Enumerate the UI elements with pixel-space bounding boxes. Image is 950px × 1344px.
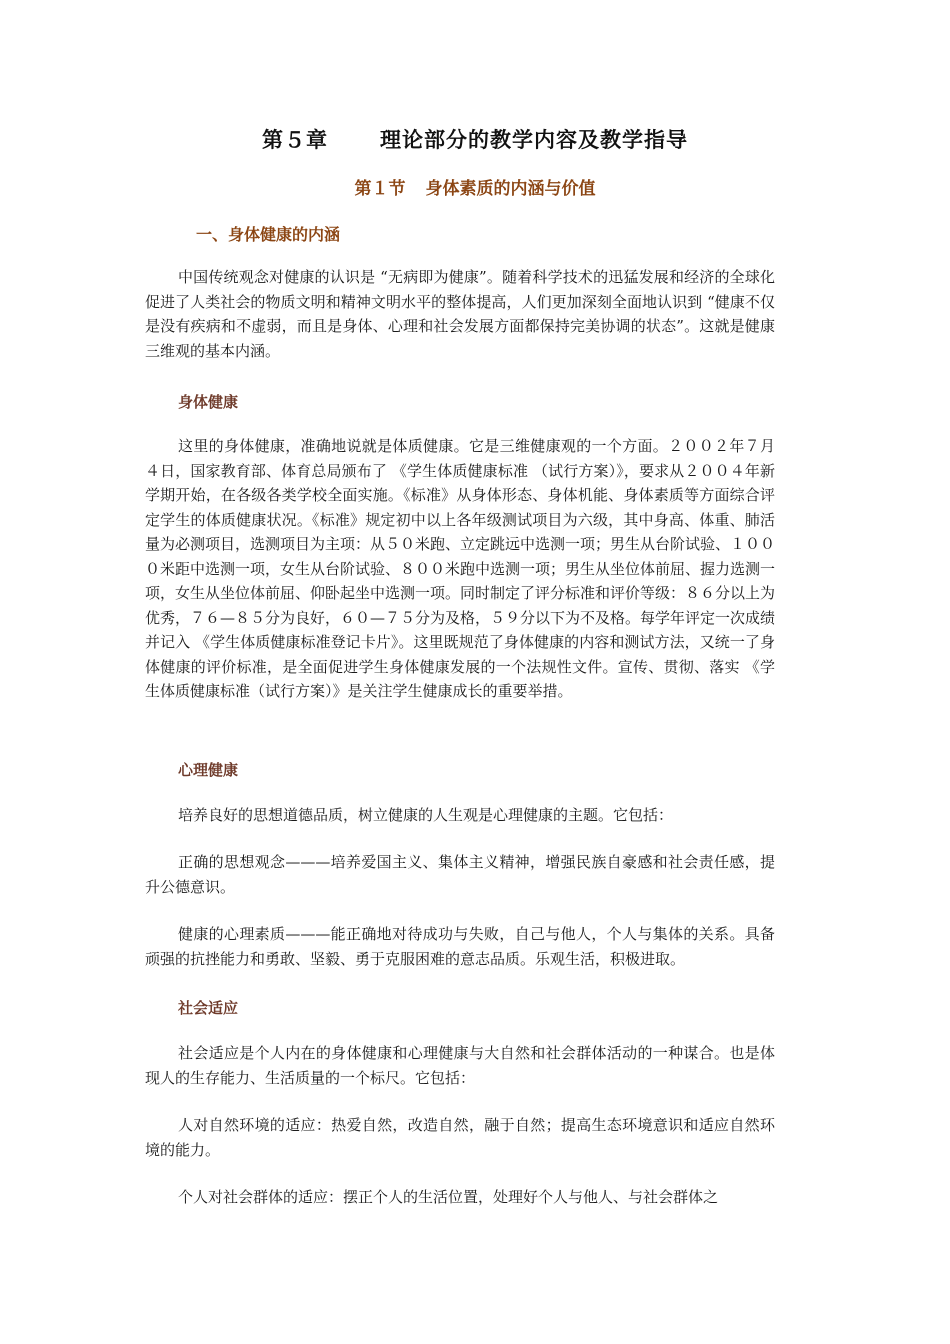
social-adaptation-item-1: 人对自然环境的适应：热爱自然，改造自然，融于自然；提高生态环境意识和适应自然环境的能力。 [145, 1116, 775, 1159]
subsection-title: 一、身体健康的内涵 [196, 225, 341, 244]
section-number: 第１节 [354, 179, 406, 199]
intro-paragraph: 中国传统观念对健康的认识是 “无病即为健康”。随着科学技术的迅猛发展和经济的全球化促进了人类社会的物质文明和精神文明水平的整体提高，人们更加深刻全面地认识到 “健康不仅是没有疾病和不虚弱，而且是身体、心理和社会发展方面都保持完美协调的状态”。这就是健康三维观的基本内涵。 [145, 268, 775, 360]
section-name: 身体素质的内涵与价值 [425, 179, 596, 199]
chapter-number: 第５章 [262, 127, 328, 152]
chapter-name: 理论部分的教学内容及教学指导 [380, 127, 688, 152]
social-adaptation-item-2: 个人对社会群体的适应：摆正个人的生活位置，处理好个人与他人、与社会群体之 [178, 1188, 719, 1206]
chapter-title [0, 124, 950, 154]
social-adaptation-intro: 社会适应是个人内在的身体健康和心理健康与大自然和社会群体活动的一种谋合。也是体现人的生存能力、生活质量的一个标尺。它包括： [145, 1044, 775, 1087]
physical-health-paragraph: 这里的身体健康，准确地说就是体质健康。它是三维健康观的一个方面。２００２年７月４日，国家教育部、体育总局颁布了 《学生体质健康标准 （试行方案）》，要求从２００４年新学期开始，在各级各类学校全面实施。《标准》从身体形态、身体机能、身体素质等方面综合评定学生的体质健康状况。《标准》规定初中以上各年级测试项目为六级，其中身高、体重、肺活量为必测项目，选测项目为主项：从５０米跑、立定跳远中选测一项；男生从台阶试验、１０００米距中选测一项，女生从台阶试验、８００米跑中选测一项；男生从坐位体前屈、握力选测一项，女生从坐位体前屈、仰卧起坐中选测一项。同时制定了评分标准和评价等级：８６分以上为优秀，７６—８５分为良好，６０—７５分为及格，５９分以下为不及格。每学年评定一次成绩并记入 《学生体质健康标准登记卡片》。这里既规范了身体健康的内容和测试方法，又统一了身体健康的评价标准，是全面促进学生身体健康发展的一个法规性文件。宣传、贯彻、落实 《学生体质健康标准（试行方案）》是关注学生健康成长的重要举措。 [145, 437, 776, 700]
physical-health-heading: 身体健康 [178, 393, 239, 411]
mental-health-item-1: 正确的思想观念———培养爱国主义、集体主义精神，增强民族自豪感和社会责任感，提升公德意识。 [145, 853, 775, 896]
mental-health-intro: 培养良好的思想道德品质，树立健康的人生观是心理健康的主题。它包括： [178, 806, 674, 824]
social-adaptation-heading: 社会适应 [178, 999, 239, 1017]
section-title [0, 174, 950, 199]
mental-health-heading: 心理健康 [178, 761, 239, 779]
mental-health-item-2: 健康的心理素质———能正确地对待成功与失败，自己与他人，个人与集体的关系。具备顽强的抗挫能力和勇敢、坚毅、勇于克服困难的意志品质。乐观生活，积极进取。 [145, 925, 775, 968]
